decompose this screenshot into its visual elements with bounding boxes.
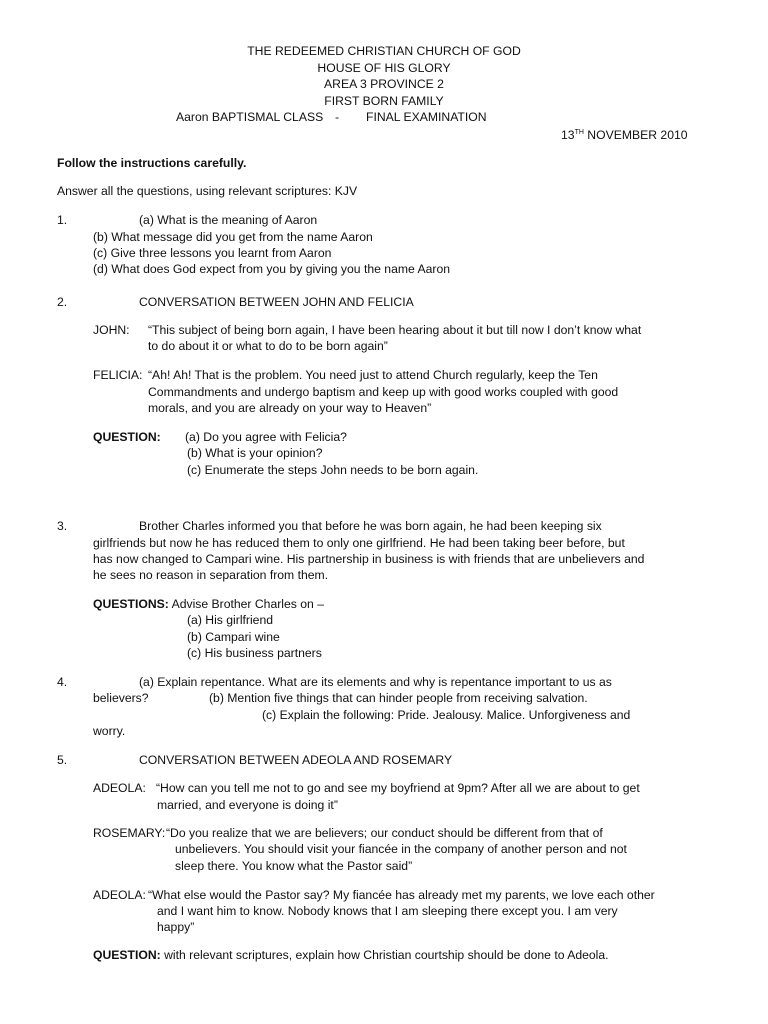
- rosemary-line-2: unbelievers. You should visit your fiancée in the company of another person and not: [175, 842, 627, 856]
- question-3-line-1: Brother Charles informed you that before he was born again, he had been keeping six: [139, 519, 602, 533]
- speaker-rosemary: ROSEMARY:: [93, 826, 166, 840]
- question-2b: (b) What is your opinion?: [187, 446, 323, 460]
- question-3-line-3: has now changed to Campari wine. His partnership in business is with friends that are unbelievers and: [93, 552, 645, 566]
- parish-name: HOUSE OF HIS GLORY: [317, 61, 451, 75]
- area-province: AREA 3 PROVINCE 2: [324, 77, 444, 91]
- speaker-adeola-2: ADEOLA:: [93, 888, 146, 902]
- question-3c: (c) His business partners: [187, 646, 322, 660]
- adeola-2-line-1: “What else would the Pastor say? My fiancée has already met my parents, we love each other: [148, 888, 655, 902]
- question-5-prompt: QUESTION: with relevant scriptures, explain how Christian courtship should be done to Adeola.: [93, 948, 609, 962]
- instruction-heading: Follow the instructions carefully.: [57, 156, 247, 170]
- exam-date: 13TH NOVEMBER 2010: [561, 128, 688, 142]
- speaker-felicia: FELICIA:: [93, 368, 143, 382]
- church-name: THE REDEEMED CHRISTIAN CHURCH OF GOD: [247, 44, 521, 58]
- question-1c: (c) Give three lessons you learnt from Aaron: [93, 246, 332, 260]
- speaker-john: JOHN:: [93, 323, 130, 337]
- question-4c-continued: worry.: [93, 724, 126, 738]
- question-3-line-4: he sees no reason in separation from them.: [93, 568, 329, 582]
- question-2-title: CONVERSATION BETWEEN JOHN AND FELICIA: [139, 295, 414, 309]
- question-4a: (a) Explain repentance. What are its elements and why is repentance important to us as: [139, 675, 612, 689]
- adeola-1-line-1: “How can you tell me not to go and see my boyfriend at 9pm? After all we are about to get: [156, 781, 640, 795]
- felicia-line-3: morals, and you are already on your way to Heaven”: [148, 401, 432, 415]
- rosemary-line-1: “Do you realize that we are believers; our conduct should be different from that of: [166, 826, 603, 840]
- family-name: FIRST BORN FAMILY: [324, 94, 444, 108]
- question-3b: (b) Campari wine: [187, 630, 280, 644]
- instruction-text: Answer all the questions, using relevant scriptures: KJV: [57, 184, 358, 198]
- felicia-line-1: “Ah! Ah! That is the problem. You need just to attend Church regularly, keep the Ten: [148, 368, 598, 382]
- question-1a: (a) What is the meaning of Aaron: [139, 213, 318, 227]
- question-2-number: 2.: [57, 295, 68, 309]
- john-line-1: “This subject of being born again, I have been hearing about it but till now I don’t know what: [148, 323, 642, 337]
- question-2c: (c) Enumerate the steps John needs to be born again.: [187, 463, 479, 477]
- question-3-prompt: QUESTIONS: Advise Brother Charles on –: [93, 597, 324, 611]
- question-2-label: QUESTION:: [93, 430, 161, 444]
- question-3-line-2: girlfriends but now he has reduced them to only one girlfriend. He had been taking beer before, but: [93, 536, 625, 550]
- felicia-line-2: Commandments and undergo baptism and keep up with good works coupled with good: [148, 385, 619, 399]
- adeola-1-line-2: married, and everyone is doing it”: [157, 798, 338, 812]
- question-3a: (a) His girlfriend: [187, 613, 274, 627]
- question-5-title: CONVERSATION BETWEEN ADEOLA AND ROSEMARY: [139, 753, 453, 767]
- question-4c: (c) Explain the following: Pride. Jealousy. Malice. Unforgiveness and: [262, 708, 631, 722]
- question-4-number: 4.: [57, 675, 68, 689]
- question-3-number: 3.: [57, 519, 68, 533]
- question-2a: (a) Do you agree with Felicia?: [185, 430, 347, 444]
- question-5-number: 5.: [57, 753, 68, 767]
- class-name: Aaron BAPTISMAL CLASS: [176, 110, 324, 124]
- question-4a-continued: believers?: [93, 691, 149, 705]
- speaker-adeola-1: ADEOLA:: [93, 781, 146, 795]
- question-1d: (d) What does God expect from you by giving you the name Aaron: [93, 262, 451, 276]
- john-line-2: to do about it or what to do to be born again”: [148, 339, 388, 353]
- question-4b: (b) Mention five things that can hinder people from receiving salvation.: [209, 691, 588, 705]
- title-dash: -: [335, 110, 340, 124]
- rosemary-line-3: sleep there. You know what the Pastor said”: [175, 859, 413, 873]
- exam-title: FINAL EXAMINATION: [366, 110, 487, 124]
- adeola-2-line-3: happy”: [157, 920, 195, 934]
- question-1b: (b) What message did you get from the name Aaron: [93, 230, 373, 244]
- adeola-2-line-2: and I want him to know. Nobody knows that I am sleeping there except you. I am very: [157, 904, 618, 918]
- question-1-number: 1.: [57, 213, 68, 227]
